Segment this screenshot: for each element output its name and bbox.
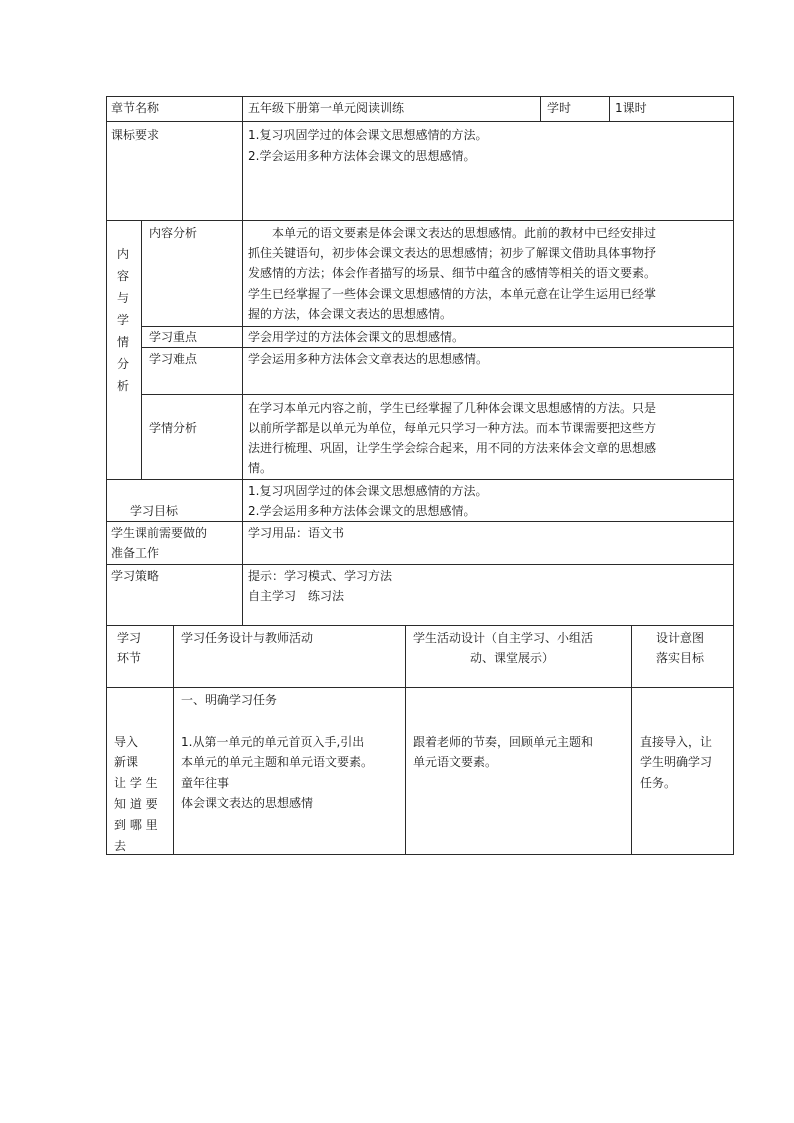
strategy-line-1: 提示：学习模式、学习方法 bbox=[248, 569, 393, 583]
row-divider bbox=[141, 347, 734, 348]
key-point-label: 学习重点 bbox=[149, 330, 198, 344]
task-line: 童年往事 bbox=[181, 776, 230, 790]
row-divider bbox=[106, 521, 734, 522]
difficulty-label: 学习难点 bbox=[149, 352, 198, 366]
situation-line: 情。 bbox=[248, 461, 273, 475]
analysis-group-char: 与 bbox=[116, 291, 129, 305]
stage-line: 导入 bbox=[114, 735, 139, 749]
situation-label: 学情分析 bbox=[149, 421, 198, 435]
stage-line: 让 学 生 bbox=[114, 776, 158, 790]
intent-line: 学生明确学习 bbox=[640, 755, 713, 769]
analysis-group-char: 分 bbox=[116, 357, 129, 371]
row-divider bbox=[106, 220, 734, 221]
situation-line: 在学习本单元内容之前，学生已经掌握了几种体会课文思想感情的方法。只是 bbox=[248, 401, 657, 415]
content-analysis-line: 握的方法，体会课文表达的思想感情。 bbox=[248, 307, 453, 321]
goals-line-1: 1.复习巩固学过的体会课文思想感情的方法。 bbox=[248, 484, 488, 498]
row-divider bbox=[106, 687, 734, 688]
task-line: 体会课文表达的思想感情 bbox=[181, 796, 314, 810]
intent-line: 任务。 bbox=[640, 776, 677, 790]
stage-line: 知 道 要 bbox=[114, 797, 158, 811]
table-border-left bbox=[106, 96, 107, 625]
analysis-group-char: 内 bbox=[116, 247, 129, 261]
column-divider bbox=[631, 625, 632, 855]
table-border-left bbox=[106, 625, 107, 855]
strategy-label: 学习策略 bbox=[111, 569, 160, 583]
content-analysis-line: 学生已经掌握了一些体会课文思想感情的方法，本单元意在让学生运用已经掌 bbox=[248, 287, 657, 301]
curriculum-line-1: 1.复习巩固学过的体会课文思想感情的方法。 bbox=[248, 128, 488, 142]
row-divider bbox=[106, 564, 734, 565]
table-border-right bbox=[733, 96, 734, 625]
col-intent-header-line-1: 设计意图 bbox=[656, 631, 705, 645]
preparation-label-line-2: 准备工作 bbox=[111, 546, 160, 560]
analysis-group-label bbox=[113, 243, 133, 397]
col-stage-header-line-2: 环节 bbox=[117, 651, 142, 665]
col-intent-header-line-2: 落实目标 bbox=[656, 651, 705, 665]
goals-line-2: 2.学会运用多种方法体会课文的思想感情。 bbox=[248, 504, 476, 518]
goals-label: 学习目标 bbox=[130, 504, 179, 518]
hours-label: 学时 bbox=[547, 101, 572, 115]
col-student-header-line-2: 动、课堂展示） bbox=[470, 651, 555, 665]
row-divider bbox=[106, 625, 734, 626]
preparation-value: 学习用品：语文书 bbox=[248, 526, 345, 540]
hours-value: 1课时 bbox=[615, 101, 647, 115]
col-task-header: 学习任务设计与教师活动 bbox=[181, 631, 314, 645]
stage-line: 到 哪 里 bbox=[114, 818, 158, 832]
student-activity-line: 单元语文要素。 bbox=[413, 755, 498, 769]
table-border-bottom bbox=[106, 854, 734, 855]
content-analysis-line: 抓住关键语句，初步体会课文表达的思想感情；初步了解课文借助具体事物抒 bbox=[248, 246, 657, 260]
section-name-value: 五年级下册第一单元阅读训练 bbox=[248, 101, 405, 115]
row-divider bbox=[141, 394, 734, 395]
table-border-top bbox=[106, 96, 734, 97]
analysis-group-char: 情 bbox=[116, 335, 129, 349]
stage-line: 新课 bbox=[114, 755, 139, 769]
key-point-value: 学会用学过的方法体会课文的思想感情。 bbox=[248, 330, 465, 344]
task-line: 本单元的单元主题和单元语文要素。 bbox=[181, 755, 374, 769]
intent-line: 直接导入，让 bbox=[640, 735, 713, 749]
difficulty-value: 学会运用多种方法体会文章表达的思想感情。 bbox=[248, 352, 489, 366]
content-analysis-line: 本单元的语文要素是体会课文表达的思想感情。此前的教材中已经安排过 bbox=[272, 226, 657, 240]
column-divider bbox=[609, 96, 610, 121]
analysis-group-char: 析 bbox=[116, 379, 129, 393]
stage-line: 去 bbox=[114, 839, 127, 853]
column-divider bbox=[173, 625, 174, 855]
column-divider bbox=[242, 96, 243, 625]
column-divider bbox=[141, 220, 142, 479]
analysis-group-char: 容 bbox=[116, 269, 129, 283]
strategy-line-2: 自主学习 练习法 bbox=[248, 589, 345, 603]
student-activity-line: 跟着老师的节奏，回顾单元主题和 bbox=[413, 735, 594, 749]
task-line: 1.从第一单元的单元首页入手,引出 bbox=[181, 735, 365, 749]
analysis-group-char: 学 bbox=[116, 313, 129, 327]
column-divider bbox=[405, 625, 406, 855]
preparation-label-line-1: 学生课前需要做的 bbox=[111, 526, 208, 540]
content-analysis-line: 发感情的方法；体会作者描写的场景、细节中蕴含的感情等相关的语文要素。 bbox=[248, 266, 657, 280]
section-name-label: 章节名称 bbox=[111, 101, 160, 115]
row-divider bbox=[106, 121, 734, 122]
curriculum-line-2: 2.学会运用多种方法体会课文的思想感情。 bbox=[248, 149, 476, 163]
content-analysis-label: 内容分析 bbox=[149, 226, 198, 240]
table-border-right bbox=[733, 625, 734, 855]
situation-line: 法进行梳理、巩固，让学生学会综合起来，用不同的方法来体会文章的思想感 bbox=[248, 441, 657, 455]
situation-line: 以前所学都是以单元为单位，每单元只学习一种方法。而本节课需要把这些方 bbox=[248, 421, 657, 435]
col-stage-header-line-1: 学习 bbox=[117, 631, 142, 645]
task-heading: 一、明确学习任务 bbox=[181, 693, 278, 707]
row-divider bbox=[106, 479, 734, 480]
column-divider bbox=[540, 96, 541, 121]
curriculum-label: 课标要求 bbox=[111, 128, 160, 142]
col-student-header-line-1: 学生活动设计（自主学习、小组活 bbox=[413, 631, 594, 645]
